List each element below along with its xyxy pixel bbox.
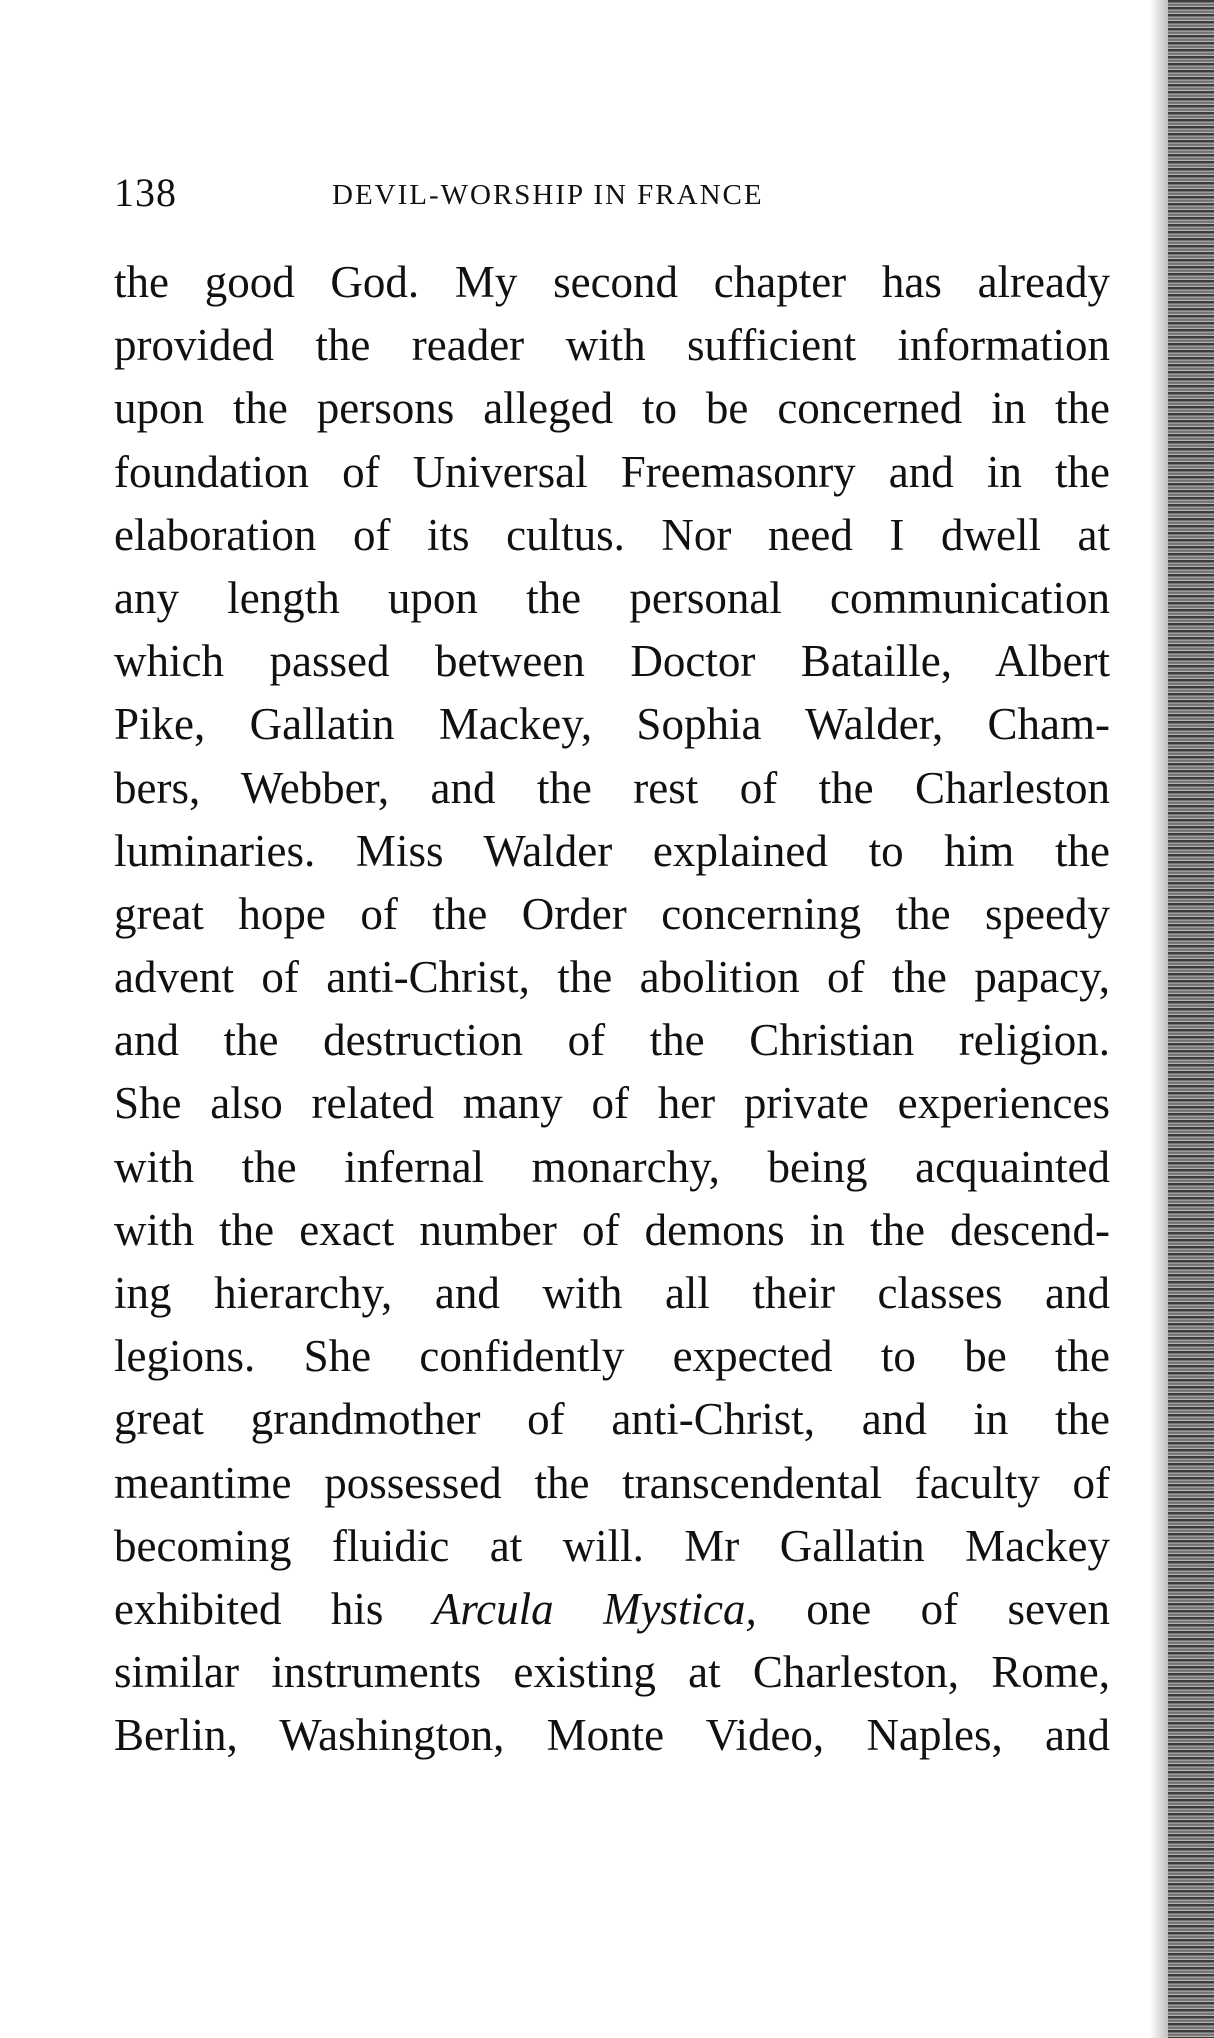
- text-line-2: provided the reader with sufficient information: [114, 320, 1110, 371]
- italic-title: Arcula Mystica,: [432, 1583, 757, 1634]
- text-line-9: bers, Webber, and the rest of the Charleston: [114, 762, 1110, 813]
- text-line-5: elaboration of its cultus. Nor need I dwell at: [114, 509, 1110, 560]
- text-line-15: with the infernal monarchy, being acquainted: [114, 1141, 1110, 1192]
- page-header: [114, 168, 1110, 218]
- text-line-19: great grandmother of anti-Christ, and in the: [114, 1394, 1110, 1445]
- text-line-13: and the destruction of the Christian religion.: [114, 1015, 1110, 1066]
- page-edge-fade: [1150, 0, 1168, 2038]
- text-line-10: luminaries. Miss Walder explained to him the: [114, 825, 1110, 876]
- text-line-20: meantime possessed the transcendental faculty of: [114, 1457, 1110, 1508]
- text-line-8: Pike, Gallatin Mackey, Sophia Walder, Cham-: [114, 699, 1110, 750]
- text-line-22-before: exhibited his: [114, 1583, 433, 1634]
- page-edge-shadow: [1168, 0, 1214, 2038]
- text-line-4: foundation of Universal Freemasonry and in the: [114, 446, 1110, 497]
- text-line-22-after: one of seven: [756, 1583, 1110, 1634]
- text-line-18: legions. She confidently expected to be the: [114, 1331, 1110, 1382]
- running-head: DEVIL-WORSHIP IN FRANCE: [332, 179, 764, 211]
- text-line-14: She also related many of her private experiences: [114, 1078, 1110, 1129]
- text-line-7: which passed between Doctor Bataille, Albert: [114, 636, 1110, 687]
- text-line-17: ing hierarchy, and with all their classes and: [114, 1268, 1110, 1318]
- text-line-23: similar instruments existing at Charleston, Rome,: [114, 1647, 1110, 1698]
- page-number: 138: [114, 170, 177, 215]
- text-line-21: becoming fluidic at will. Mr Gallatin Mackey: [114, 1520, 1110, 1571]
- text-line-11: great hope of the Order concerning the speedy: [114, 888, 1110, 939]
- text-line-24: Berlin, Washington, Monte Video, Naples, and: [114, 1710, 1110, 1761]
- text-line-22: [114, 1578, 1110, 1641]
- text-line-6: any length upon the personal communication: [114, 572, 1110, 623]
- text-line-3: upon the persons alleged to be concerned in the: [114, 383, 1110, 434]
- text-line-16: with the exact number of demons in the descend-: [114, 1204, 1110, 1255]
- text-line-1: the good God. My second chapter has already: [114, 257, 1110, 307]
- text-line-12: advent of anti-Christ, the abolition of the papacy,: [114, 952, 1110, 1003]
- body-text: [114, 251, 1110, 1768]
